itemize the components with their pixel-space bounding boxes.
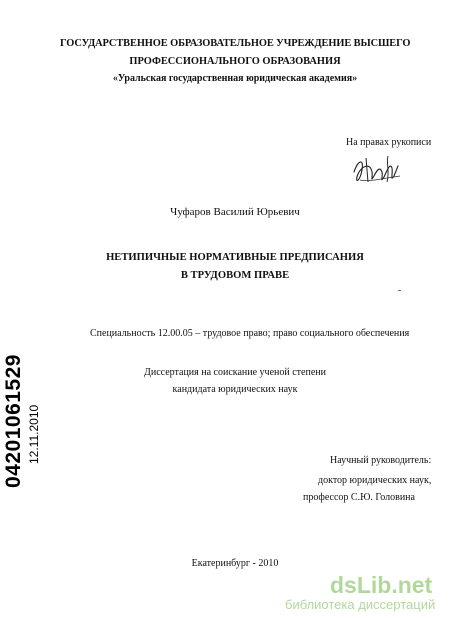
watermark-brand: dsLib.net [330,572,433,598]
registration-date: 12.11.2010 [27,404,41,464]
degree-line-1: Диссертация на соискание ученой степени [144,367,326,378]
advisor-degree: доктор юридических наук, [318,475,432,486]
author-name: Чуфаров Василий Юрьевич [170,206,300,218]
advisor-name: профессор С.Ю. Головина [303,492,415,503]
dissertation-title-line-1: НЕТИПИЧНЫЕ НОРМАТИВНЫЕ ПРЕДПИСАНИЯ [106,252,364,263]
scan-mark [398,290,401,291]
registration-number: 04201061529 [2,354,25,488]
manuscript-rights-note: На правах рукописи [346,137,432,148]
degree-line-2: кандидата юридических наук [172,384,298,395]
institution-line-1: ГОСУДАРСТВЕННОЕ ОБРАЗОВАТЕЛЬНОЕ УЧРЕЖДЕНИЕ ВЫСШЕГО [60,38,411,49]
signature-icon [350,152,408,188]
advisor-heading: Научный руководитель: [330,455,432,466]
dissertation-title-line-2: В ТРУДОВОМ ПРАВЕ [180,270,290,281]
specialty-line: Специальность 12.00.05 – трудовое право; право социального обеспечения [90,328,410,339]
institution-line-2: ПРОФЕССИОНАЛЬНОГО ОБРАЗОВАНИЯ [129,56,341,67]
watermark-subtitle: библиотека диссертаций [285,597,436,612]
city-year: Екатеринбург - 2010 [191,558,279,569]
institution-name: «Уральская государственная юридическая академия» [112,73,358,84]
